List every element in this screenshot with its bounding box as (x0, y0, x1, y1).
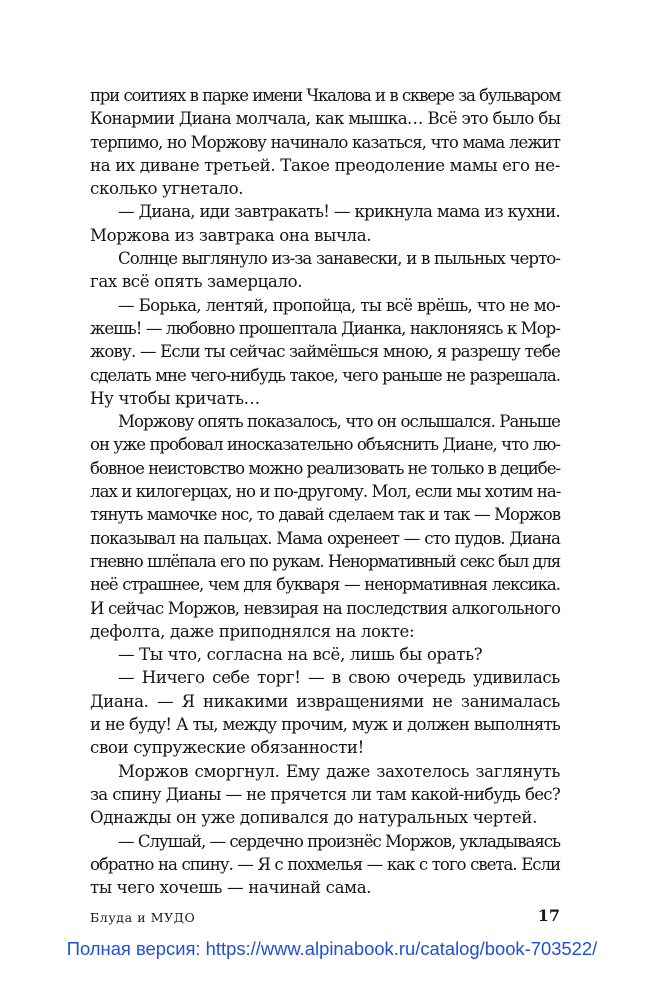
text-line: Ну чтобы кричать… (90, 388, 260, 408)
text-line: при соитиях в парке имени Чкалова и в сквере за бульваром (90, 86, 560, 105)
page-number: 17 (537, 906, 560, 925)
text-line: лах и килогерцах, но и по-другому. Мол, если мы хотим на- (90, 482, 561, 502)
text-line: И сейчас Моржов, невзирая на последствия алкогольного (90, 598, 561, 618)
text-line: сколько угнетало. (90, 179, 244, 199)
text-line: — Борька, лентяй, пропойца, ты всё врёшь, что не мо- (118, 295, 560, 315)
text-line: — Ты что, согласна на всё, лишь бы орать? (118, 645, 483, 665)
text-line: на их диване третьей. Такое преодоление мамы его не- (90, 155, 560, 175)
text-line: Диана. — Я никакими извращениями не занималась (90, 691, 560, 711)
text-line: бовное неистовство можно реализовать не только в децибе- (90, 458, 561, 478)
text-line: Моржова из завтрака она вычла. (90, 225, 372, 245)
book-page-text (90, 84, 560, 899)
text-line: Моржов сморгнул. Ему даже захотелось заглянуть (118, 761, 560, 781)
text-line: жову. — Если ты сейчас займёшься мною, я разрешу тебе (90, 342, 560, 362)
text-line: ты чего хочешь — начинай сама. (90, 878, 372, 898)
text-line: гах всё опять замерцало. (90, 272, 303, 292)
text-line: — Диана, иди завтракать! — крикнула мама из кухни. (118, 202, 560, 222)
text-line: неё страшнее, чем для букваря — ненормативная лексика. (90, 575, 560, 595)
text-line: Конармии Диана молчала, как мышка… Всё это было бы (90, 109, 561, 129)
text-line: терпимо, но Моржову начинало казаться, что мама лежит (90, 132, 560, 152)
text-line: — Ничего себе торг! — в свою очередь удивилась (118, 668, 560, 688)
text-line: — Слушай, — сердечно произнёс Моржов, укладываясь (118, 831, 560, 851)
text-line: жешь! — любовно прошептала Дианка, наклоняясь к Мор- (90, 318, 560, 338)
running-title: Блуда и МУДО (90, 910, 196, 925)
text-line: свои супружеские обязанности! (90, 738, 364, 758)
text-line: Солнце выглянуло из-за занавески, и в пыльных черто- (118, 249, 560, 269)
text-line: дефолта, даже приподнялся на локте: (90, 621, 415, 641)
text-line: за спину Дианы — не прячется ли там какой-нибудь бес? (90, 784, 560, 804)
text-line: Моржову опять показалось, что он ослышался. Раньше (118, 412, 560, 432)
text-line: тянуть мамочке нос, то давай сделаем так и так — Моржов (90, 505, 560, 525)
text-line: и не буду! А ты, между прочим, муж и должен выполнять (90, 715, 560, 735)
text-line: сделать мне чего-нибудь такое, чего раньше не разрешала. (90, 365, 560, 385)
text-line: он уже пробовал иносказательно объяснить Диане, что лю- (90, 435, 560, 455)
text-line: гневно шлёпала его по рукам. Ненормативный секс был для (90, 551, 560, 571)
text-line: показывал на пальцах. Мама охренеет — сто пудов. Диана (90, 528, 560, 548)
full-version-link[interactable]: Полная версия: https://www.alpinabook.ru/catalog/book-703522/ (66, 938, 598, 959)
text-line: обратно на спину. — Я с похмелья — как с того света. Если (90, 854, 560, 874)
text-line: Однажды он уже допивался до натуральных чертей. (90, 808, 537, 828)
